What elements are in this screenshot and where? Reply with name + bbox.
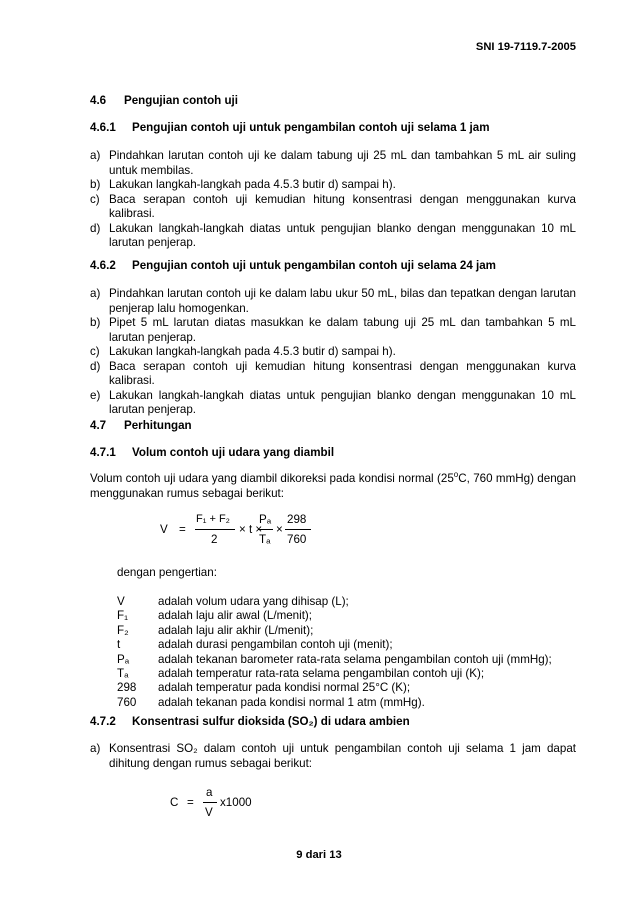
eq-equals: =	[179, 523, 186, 536]
list-4-6-2	[90, 287, 576, 418]
list-4-7-2	[90, 742, 576, 771]
list-item: d) Lakukan langkah-langkah diatas untuk pengujian blanko dengan menggunakan 10 mL larutan penjerap.	[90, 221, 576, 249]
section-number: 4.6.2	[90, 259, 116, 272]
heading-4-7	[90, 419, 192, 432]
section-title: Konsentrasi sulfur dioksida (SO₂) di udara ambien	[132, 715, 410, 728]
eq-denominator: V	[205, 806, 213, 819]
definition-row: 760 adalah tekanan pada kondisi normal 1 atm (mmHg).	[117, 695, 425, 709]
definition-row: Pₐ adalah tekanan barometer rata-rata selama pengambilan contoh uji (mmHg);	[117, 652, 552, 666]
list-item: e) Lakukan langkah-langkah diatas untuk pengujian blanko dengan menggunakan 10 mL larutan penjerap.	[90, 388, 576, 416]
list-item: c) Baca serapan contoh uji kemudian hitung konsentrasi dengan menggunakan kurva kalibrasi.	[90, 192, 576, 220]
fraction-bar	[195, 529, 235, 530]
equation-volume	[160, 512, 360, 552]
definition-row: Tₐ adalah temperatur rata-rata selama pengambilan contoh uji (K);	[117, 667, 485, 681]
definition-row: V adalah volum udara yang dihisap (L);	[117, 595, 349, 608]
definitions-intro: dengan pengertian:	[117, 566, 217, 579]
eq-temperature: Tₐ	[259, 533, 271, 546]
eq-times: ×	[276, 523, 283, 536]
document-header: SNI 19-7119.7-2005	[475, 41, 576, 53]
eq-equals: =	[187, 796, 194, 809]
page-number: 9 dari 13	[296, 849, 342, 861]
heading-4-7-2	[90, 715, 410, 728]
section-number: 4.7.1	[90, 446, 116, 459]
paragraph-4-7-1: Volum contoh uji udara yang diambil dikoreksi pada kondisi normal (25$^o$C, 760 mmHg) dengan menggunakan rumus sebagai berikut:	[90, 470, 576, 500]
eq-760: 760	[287, 533, 307, 546]
section-number: 4.7	[90, 419, 107, 432]
eq-multiplier: x1000	[220, 796, 252, 809]
eq-denominator: 2	[211, 533, 218, 546]
fraction-bar	[203, 802, 217, 803]
section-number: 4.6.1	[90, 121, 116, 134]
fraction-bar	[258, 529, 273, 530]
eq-time-term: × t ×	[239, 523, 263, 536]
eq-lhs: C	[170, 796, 179, 809]
section-title: Perhitungan	[124, 419, 192, 432]
eq-298: 298	[287, 513, 307, 526]
eq-numerator: a	[206, 786, 213, 799]
list-item: d) Baca serapan contoh uji kemudian hitung konsentrasi dengan menggunakan kurva kalibrasi.	[90, 359, 576, 387]
list-item: a) Pindahkan larutan contoh uji ke dalam labu ukur 50 mL, bilas dan tepatkan dengan larutan penjerap lalu homogenkan.	[90, 287, 576, 315]
section-title: Pengujian contoh uji	[124, 94, 239, 107]
heading-4-6	[90, 94, 238, 107]
heading-4-6-2	[90, 259, 496, 272]
equation-concentration	[170, 784, 290, 824]
list-4-6-1	[90, 149, 576, 251]
list-item: a) Pindahkan larutan contoh uji ke dalam tabung uji 25 mL dan tambahkan 5 mL air suling untuk membilas.	[90, 149, 576, 177]
definition-row: 298 adalah temperatur pada kondisi normal 25°C (K);	[117, 681, 411, 695]
definition-row: F₂ adalah laju alir akhir (L/menit);	[117, 623, 314, 637]
eq-lhs: V	[160, 523, 168, 536]
definition-row: F₁ adalah laju alir awal (L/menit);	[117, 609, 313, 623]
section-title: Volum contoh uji udara yang diambil	[132, 446, 335, 459]
list-item: c) Lakukan langkah-langkah pada 4.5.3 butir d) sampai h).	[90, 345, 396, 358]
section-title: Pengujian contoh uji untuk pengambilan contoh uji selama 1 jam	[132, 121, 490, 134]
heading-4-6-1	[90, 121, 490, 134]
definitions-list	[117, 595, 552, 710]
list-item: b) Pipet 5 mL larutan diatas masukkan ke dalam tabung uji 25 mL dan tambahkan 5 mL larutan penjerap.	[90, 316, 576, 344]
section-title: Pengujian contoh uji untuk pengambilan contoh uji selama 24 jam	[132, 259, 496, 272]
definition-row: t adalah durasi pengambilan contoh uji (menit);	[117, 638, 393, 652]
list-item: a) Konsentrasi SO₂ dalam contoh uji untuk pengambilan contoh uji selama 1 jam dapat dihitung dengan rumus sebagai berikut:	[90, 742, 576, 770]
list-item: b) Lakukan langkah-langkah pada 4.5.3 butir d) sampai h).	[90, 178, 396, 191]
heading-4-7-1	[90, 446, 334, 459]
eq-numerator: F₁ + F₂	[196, 513, 230, 525]
eq-pressure: Pₐ	[259, 513, 272, 526]
section-number: 4.6	[90, 94, 107, 107]
fraction-bar	[285, 529, 311, 530]
section-number: 4.7.2	[90, 715, 116, 728]
